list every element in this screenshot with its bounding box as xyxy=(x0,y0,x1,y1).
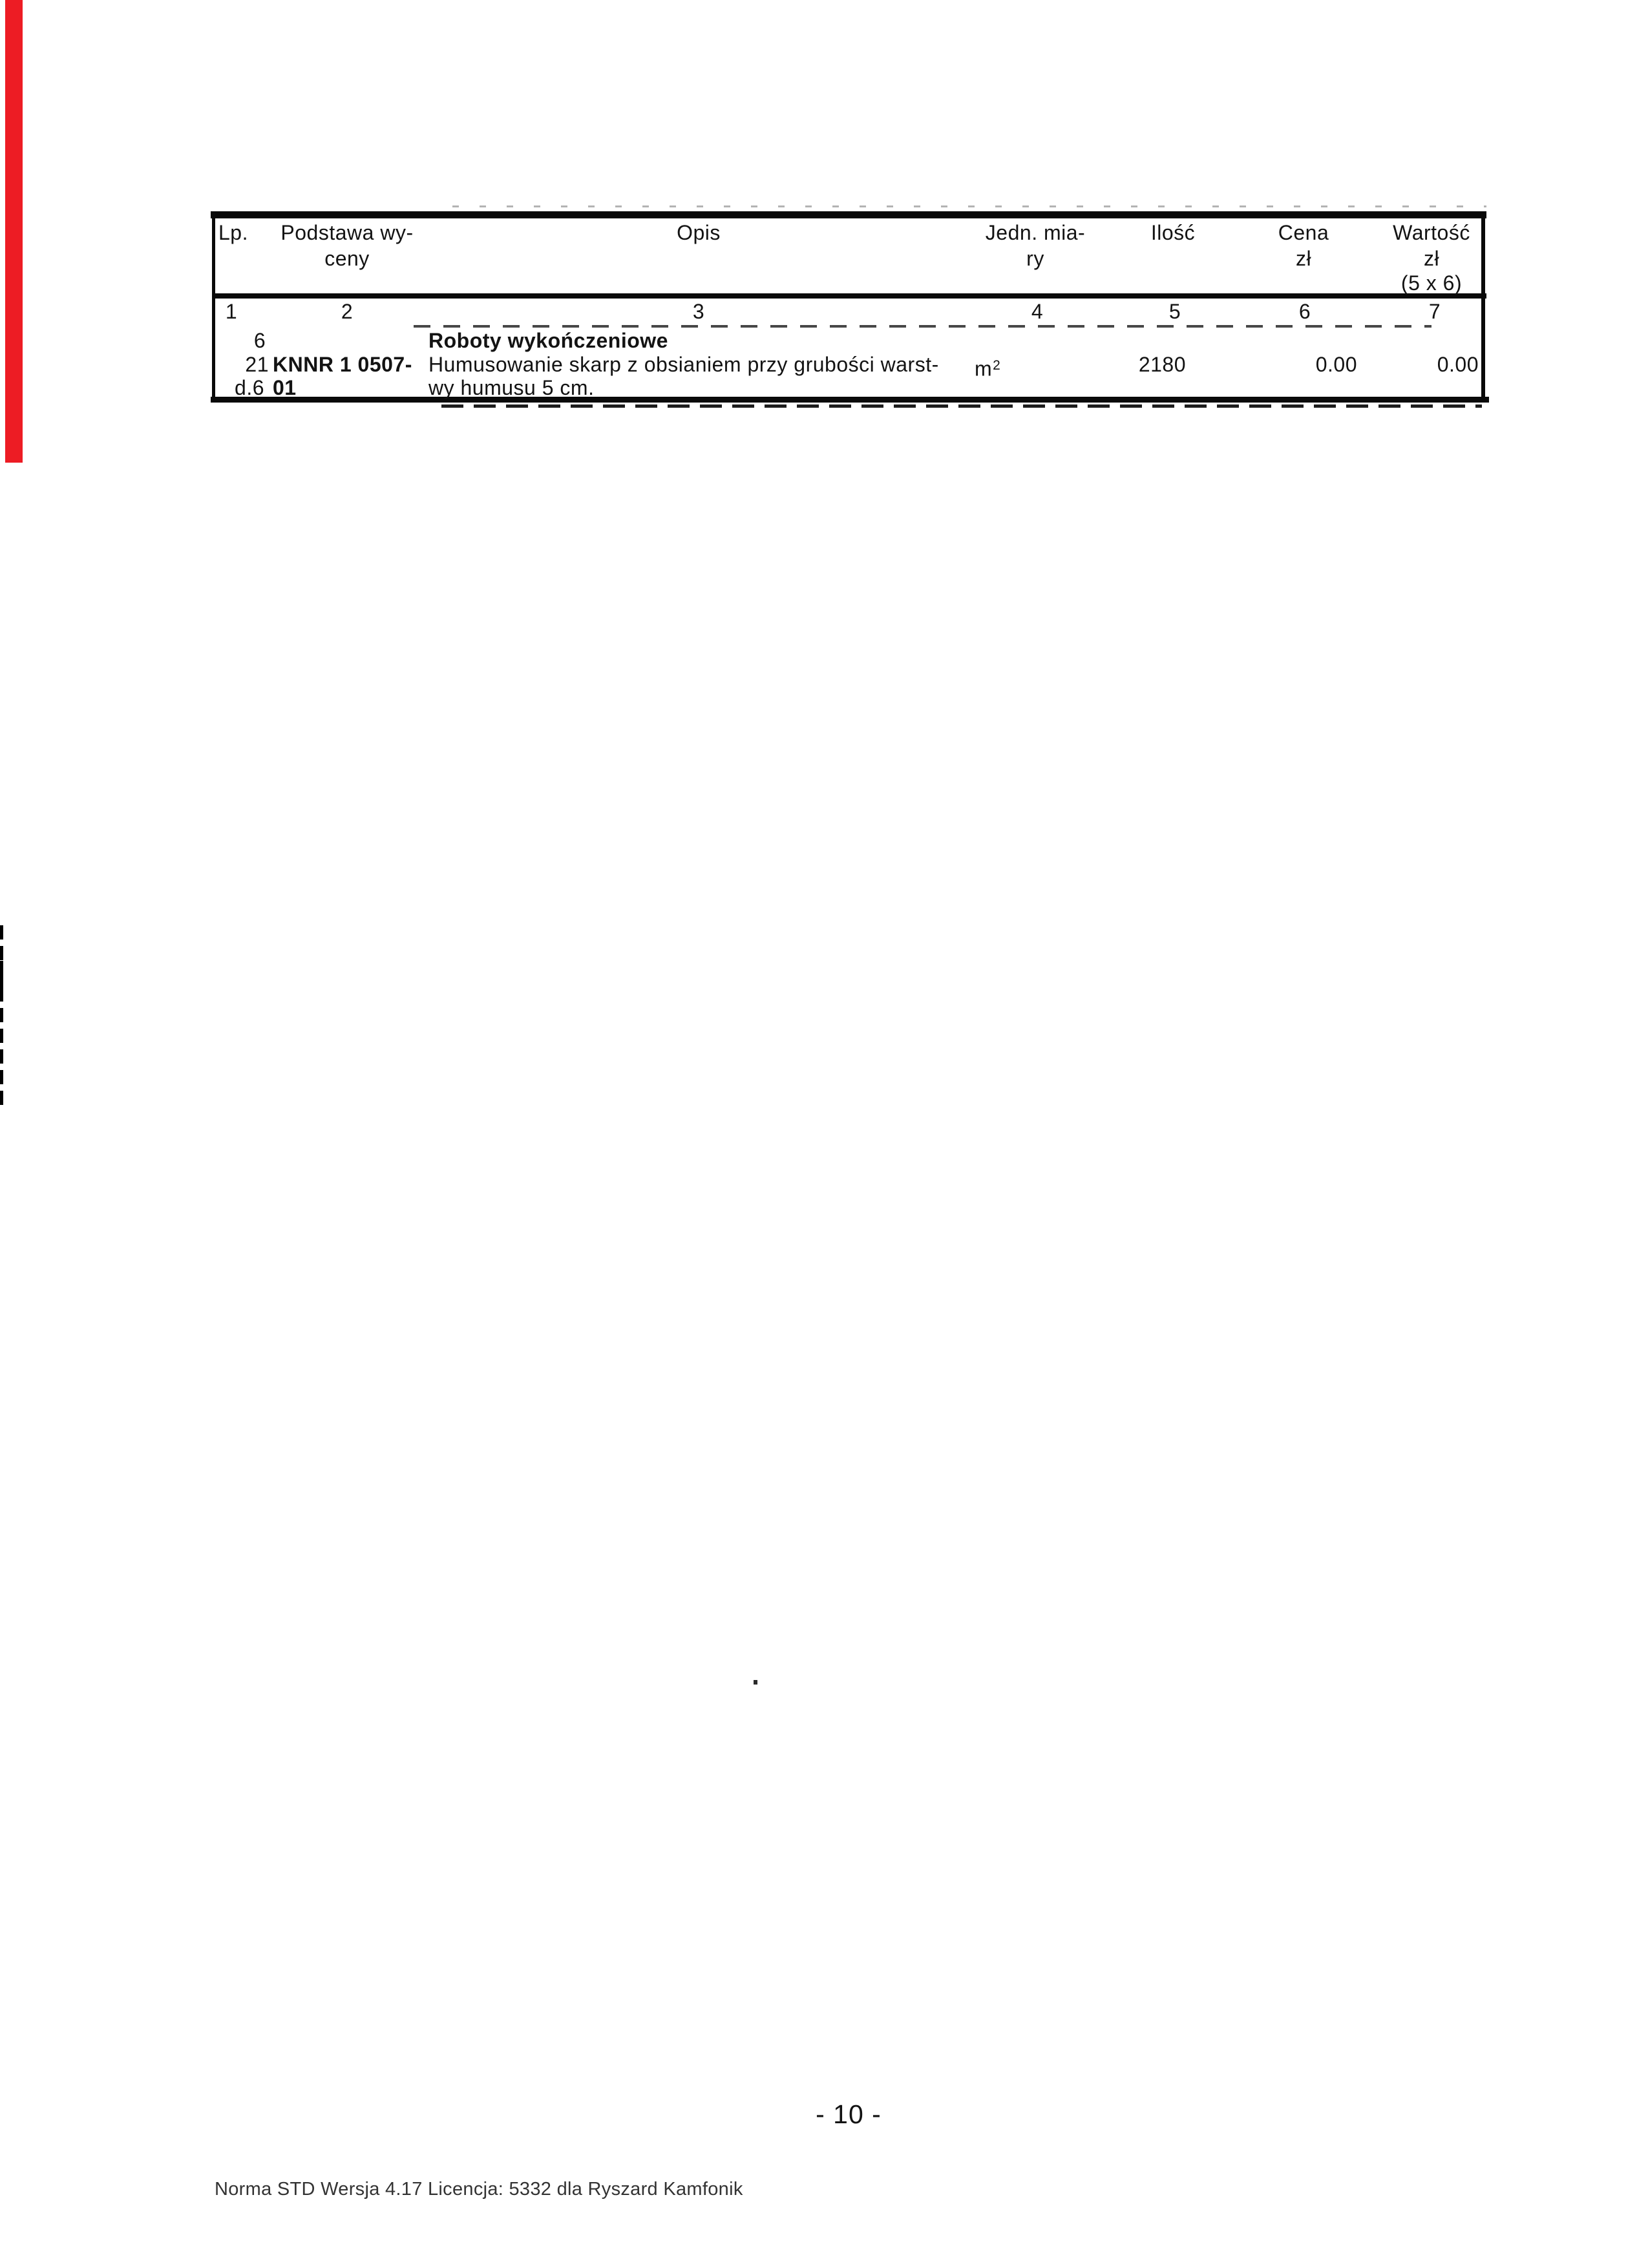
item-unit-base: m xyxy=(975,357,993,381)
item-basis-line1: KNNR 1 0507- xyxy=(273,353,412,376)
col-header-opis: Opis xyxy=(677,221,721,244)
col-number-7: 7 xyxy=(1428,300,1441,323)
item-description-line1: Humusowanie skarp z obsianiem przy grubości warst- xyxy=(428,353,939,376)
item-basis-line2: 01 xyxy=(273,376,297,399)
item-unit-superscript: 2 xyxy=(993,358,1000,373)
col-number-1: 1 xyxy=(225,300,238,323)
col-header-lp: Lp. xyxy=(218,221,248,244)
col-header-cena-line1: Cena xyxy=(1278,221,1329,244)
col-header-wartosc-line2: zł xyxy=(1423,247,1440,270)
col-header-wartosc-line1: Wartość xyxy=(1393,221,1470,244)
col-header-cena-line2: zł xyxy=(1295,247,1312,270)
scan-dash-line-below-border xyxy=(441,404,1482,408)
table-header-underline xyxy=(212,293,1486,299)
col-header-jedn-line2: ry xyxy=(1026,247,1044,270)
item-unit-price: 0.00 xyxy=(1315,353,1357,376)
red-scan-strip-artifact xyxy=(5,0,23,463)
black-scan-strip-artifact xyxy=(0,925,3,1105)
section-row-title: Roboty wykończeniowe xyxy=(428,329,668,352)
scan-speckle-line xyxy=(452,205,1486,207)
item-description-line2: wy humusu 5 cm. xyxy=(428,376,595,399)
col-header-podstawa-line2: ceny xyxy=(324,247,370,270)
item-value: 0.00 xyxy=(1437,353,1479,376)
item-lp-line2: d.6 xyxy=(235,376,264,399)
scan-dash-line-artifact xyxy=(414,325,1431,328)
black-scan-strip-artifact-solid xyxy=(0,961,3,997)
col-number-4: 4 xyxy=(1031,300,1044,323)
item-lp: 21 xyxy=(245,353,269,376)
col-header-podstawa-line1: Podstawa wy- xyxy=(280,221,414,244)
col-header-wartosc-line3: (5 x 6) xyxy=(1400,271,1463,295)
table-top-border xyxy=(211,211,1486,218)
col-number-5: 5 xyxy=(1168,300,1181,323)
section-row-number: 6 xyxy=(253,329,266,352)
col-header-jedn-line1: Jedn. mia- xyxy=(985,221,1086,244)
col-number-6: 6 xyxy=(1298,300,1311,323)
footer-license-text: Norma STD Wersja 4.17 Licencja: 5332 dla Ryszard Kamfonik xyxy=(215,2179,743,2200)
col-number-2: 2 xyxy=(341,300,354,323)
col-number-3: 3 xyxy=(692,300,705,323)
page-number: - 10 - xyxy=(816,2099,882,2129)
col-header-ilosc: Ilość xyxy=(1150,221,1196,244)
item-quantity: 2180 xyxy=(1138,353,1186,376)
scan-dot-artifact xyxy=(754,1680,757,1685)
